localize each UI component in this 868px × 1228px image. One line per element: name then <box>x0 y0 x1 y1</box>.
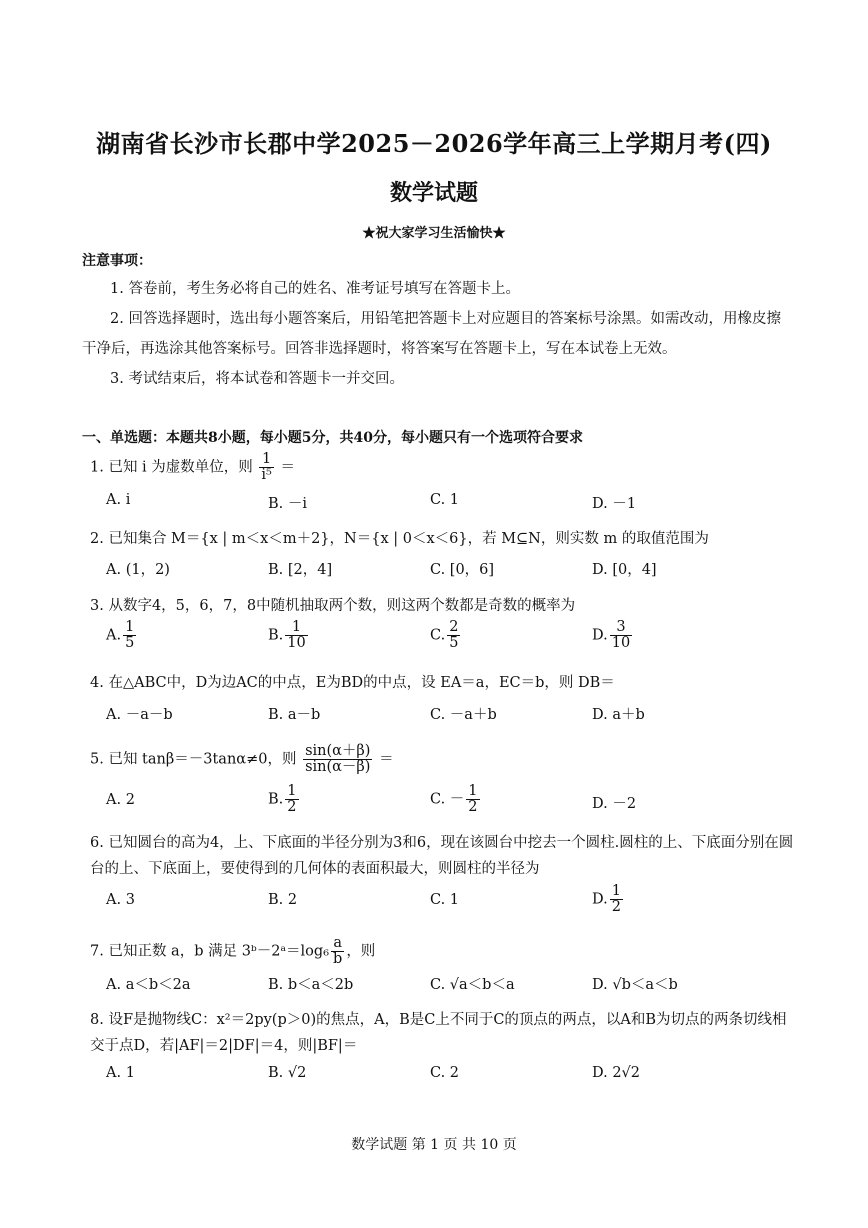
question-stem: 5. 已知 tanβ＝－3tanα≠0，则 <box>90 751 297 768</box>
question-2: 2. 已知集合 M＝{x | m＜x＜m＋2}，N＝{x | 0＜x＜6}，若 M⊆N，则实数 m 的取值范围为 <box>90 531 709 547</box>
exam-title: 湖南省长沙市长郡中学2025－2026学年高三上学期月考(四) <box>96 129 772 158</box>
q2-option-b: B. [2，4] <box>268 562 333 578</box>
frac-num: 1 <box>259 452 273 468</box>
question-8: 8. 设F是抛物线C：x²＝2py(p＞0)的焦点，A，B是C上不同于C的顶点的两点，以A和B为切点的两条切线相交于点D，若|AF|＝2|DF|＝4，则|BF|＝ <box>90 1012 787 1054</box>
q7-option-a: A. a＜b＜2a <box>106 977 191 993</box>
q5-option-c: C. － $\frac{1}{2}$ <box>430 783 478 816</box>
q1-option-d: D. －1 <box>592 496 637 512</box>
q5-option-d: D. －2 <box>592 796 637 812</box>
q1-option-c: C. 1 <box>430 492 460 508</box>
q3-option-d: D. $\frac{3}{10}$ <box>592 619 631 652</box>
notice-heading: 注意事项： <box>82 253 152 269</box>
q8-option-d: D. 2√2 <box>592 1065 641 1081</box>
q7-option-c: C. √a＜b＜a <box>430 977 515 993</box>
q7-option-b: B. b＜a＜2b <box>268 977 354 993</box>
frac-den: i⁵ <box>261 467 272 484</box>
q3-option-b: B. $\frac{1}{10}$ <box>268 619 306 652</box>
question-stem: 1. 已知 i 为虚数单位，则 <box>90 459 253 476</box>
section-heading: 一、单选题：本题共8小题，每小题5分，共40分，每小题只有一个选项符合要求 <box>82 430 583 446</box>
q6-option-c: C. 1 <box>430 892 460 908</box>
q4-option-b: B. a－b <box>268 707 321 723</box>
q2-option-c: C. [0，6] <box>430 562 495 578</box>
q4-option-c: C. －a＋b <box>430 707 497 723</box>
notice-item-1: 1. 答卷前，考生务必将自己的姓名、准考证号填写在答题卡上。 <box>110 281 520 297</box>
question-4: 4. 在△ABC中，D为边AC的中点，E为BD的中点，设 EA＝a，EC＝b，则 DB＝ <box>90 675 615 691</box>
q8-option-c: C. 2 <box>430 1065 460 1081</box>
q1-option-a: A. i <box>106 492 131 508</box>
question-5: 5. 已知 tanβ＝－3tanα≠0，则 $\frac{\sin(\alpha+\beta)}{\sin(\alpha-\beta)}$ ＝ <box>90 743 394 776</box>
fraction: $\frac{a}{b}$ <box>333 935 343 968</box>
q5-option-b: B. $\frac{1}{2}$ <box>268 783 297 816</box>
question-1 <box>90 452 800 483</box>
fraction: $\frac{\sin(\alpha+\beta)}{\sin(\alpha-\beta)}$ <box>305 743 371 776</box>
notice-item-2: 2. 回答选择题时，选出每小题答案后，用铅笔把答题卡上对应题目的答案标号涂黑。如需改动，用橡皮擦干净后，再选涂其他答案标号。回答非选择题时，将答案写在答题卡上，写在本试卷上无效。 <box>82 311 781 357</box>
q7-option-d: D. √b＜a＜b <box>592 977 678 993</box>
q5-option-a: A. 2 <box>106 792 135 808</box>
page-footer: 数学试题 第 1 页 共 10 页 <box>351 1137 517 1153</box>
notice-item-3: 3. 考试结束后，将本试卷和答题卡一并交回。 <box>110 371 404 387</box>
question-7: 7. 已知正数 a，b 满足 3ᵇ－2ᵃ＝log₆ $\frac{a}{b}$ ，则 <box>90 935 376 968</box>
q3-option-a: A. $\frac{1}{5}$ <box>106 619 135 652</box>
stem-tail: ＝ <box>280 459 295 476</box>
q1-option-b: B. －i <box>268 496 308 512</box>
q4-option-d: D. a＋b <box>592 707 645 723</box>
q6-option-b: B. 2 <box>268 892 298 908</box>
q6-option-a: A. 3 <box>106 892 135 908</box>
q2-option-a: A. (1，2) <box>106 562 170 578</box>
question-3: 3. 从数字4，5，6，7，8中随机抽取两个数，则这两个数都是奇数的概率为 <box>90 598 576 614</box>
q6-option-d: D. $\frac{1}{2}$ <box>592 883 621 916</box>
question-stem: 7. 已知正数 a，b 满足 3ᵇ－2ᵃ＝log₆ <box>90 943 330 960</box>
q2-option-d: D. [0，4] <box>592 562 657 578</box>
motto: ★祝大家学习生活愉快★ <box>362 226 506 241</box>
q3-option-c: C. $\frac{2}{5}$ <box>430 619 459 652</box>
q8-option-b: B. √2 <box>268 1065 307 1081</box>
q4-option-a: A. －a－b <box>106 707 173 723</box>
fraction <box>259 452 273 483</box>
exam-subtitle: 数学试题 <box>389 180 478 206</box>
question-6: 6. 已知圆台的高为4，上、下底面的半径分别为3和6，现在该圆台中挖去一个圆柱.圆柱的上、下底面分别在圆台的上、下底面上，要使得到的几何体的表面积最大，则圆柱的半径为 <box>90 835 794 877</box>
q8-option-a: A. 1 <box>106 1065 135 1081</box>
